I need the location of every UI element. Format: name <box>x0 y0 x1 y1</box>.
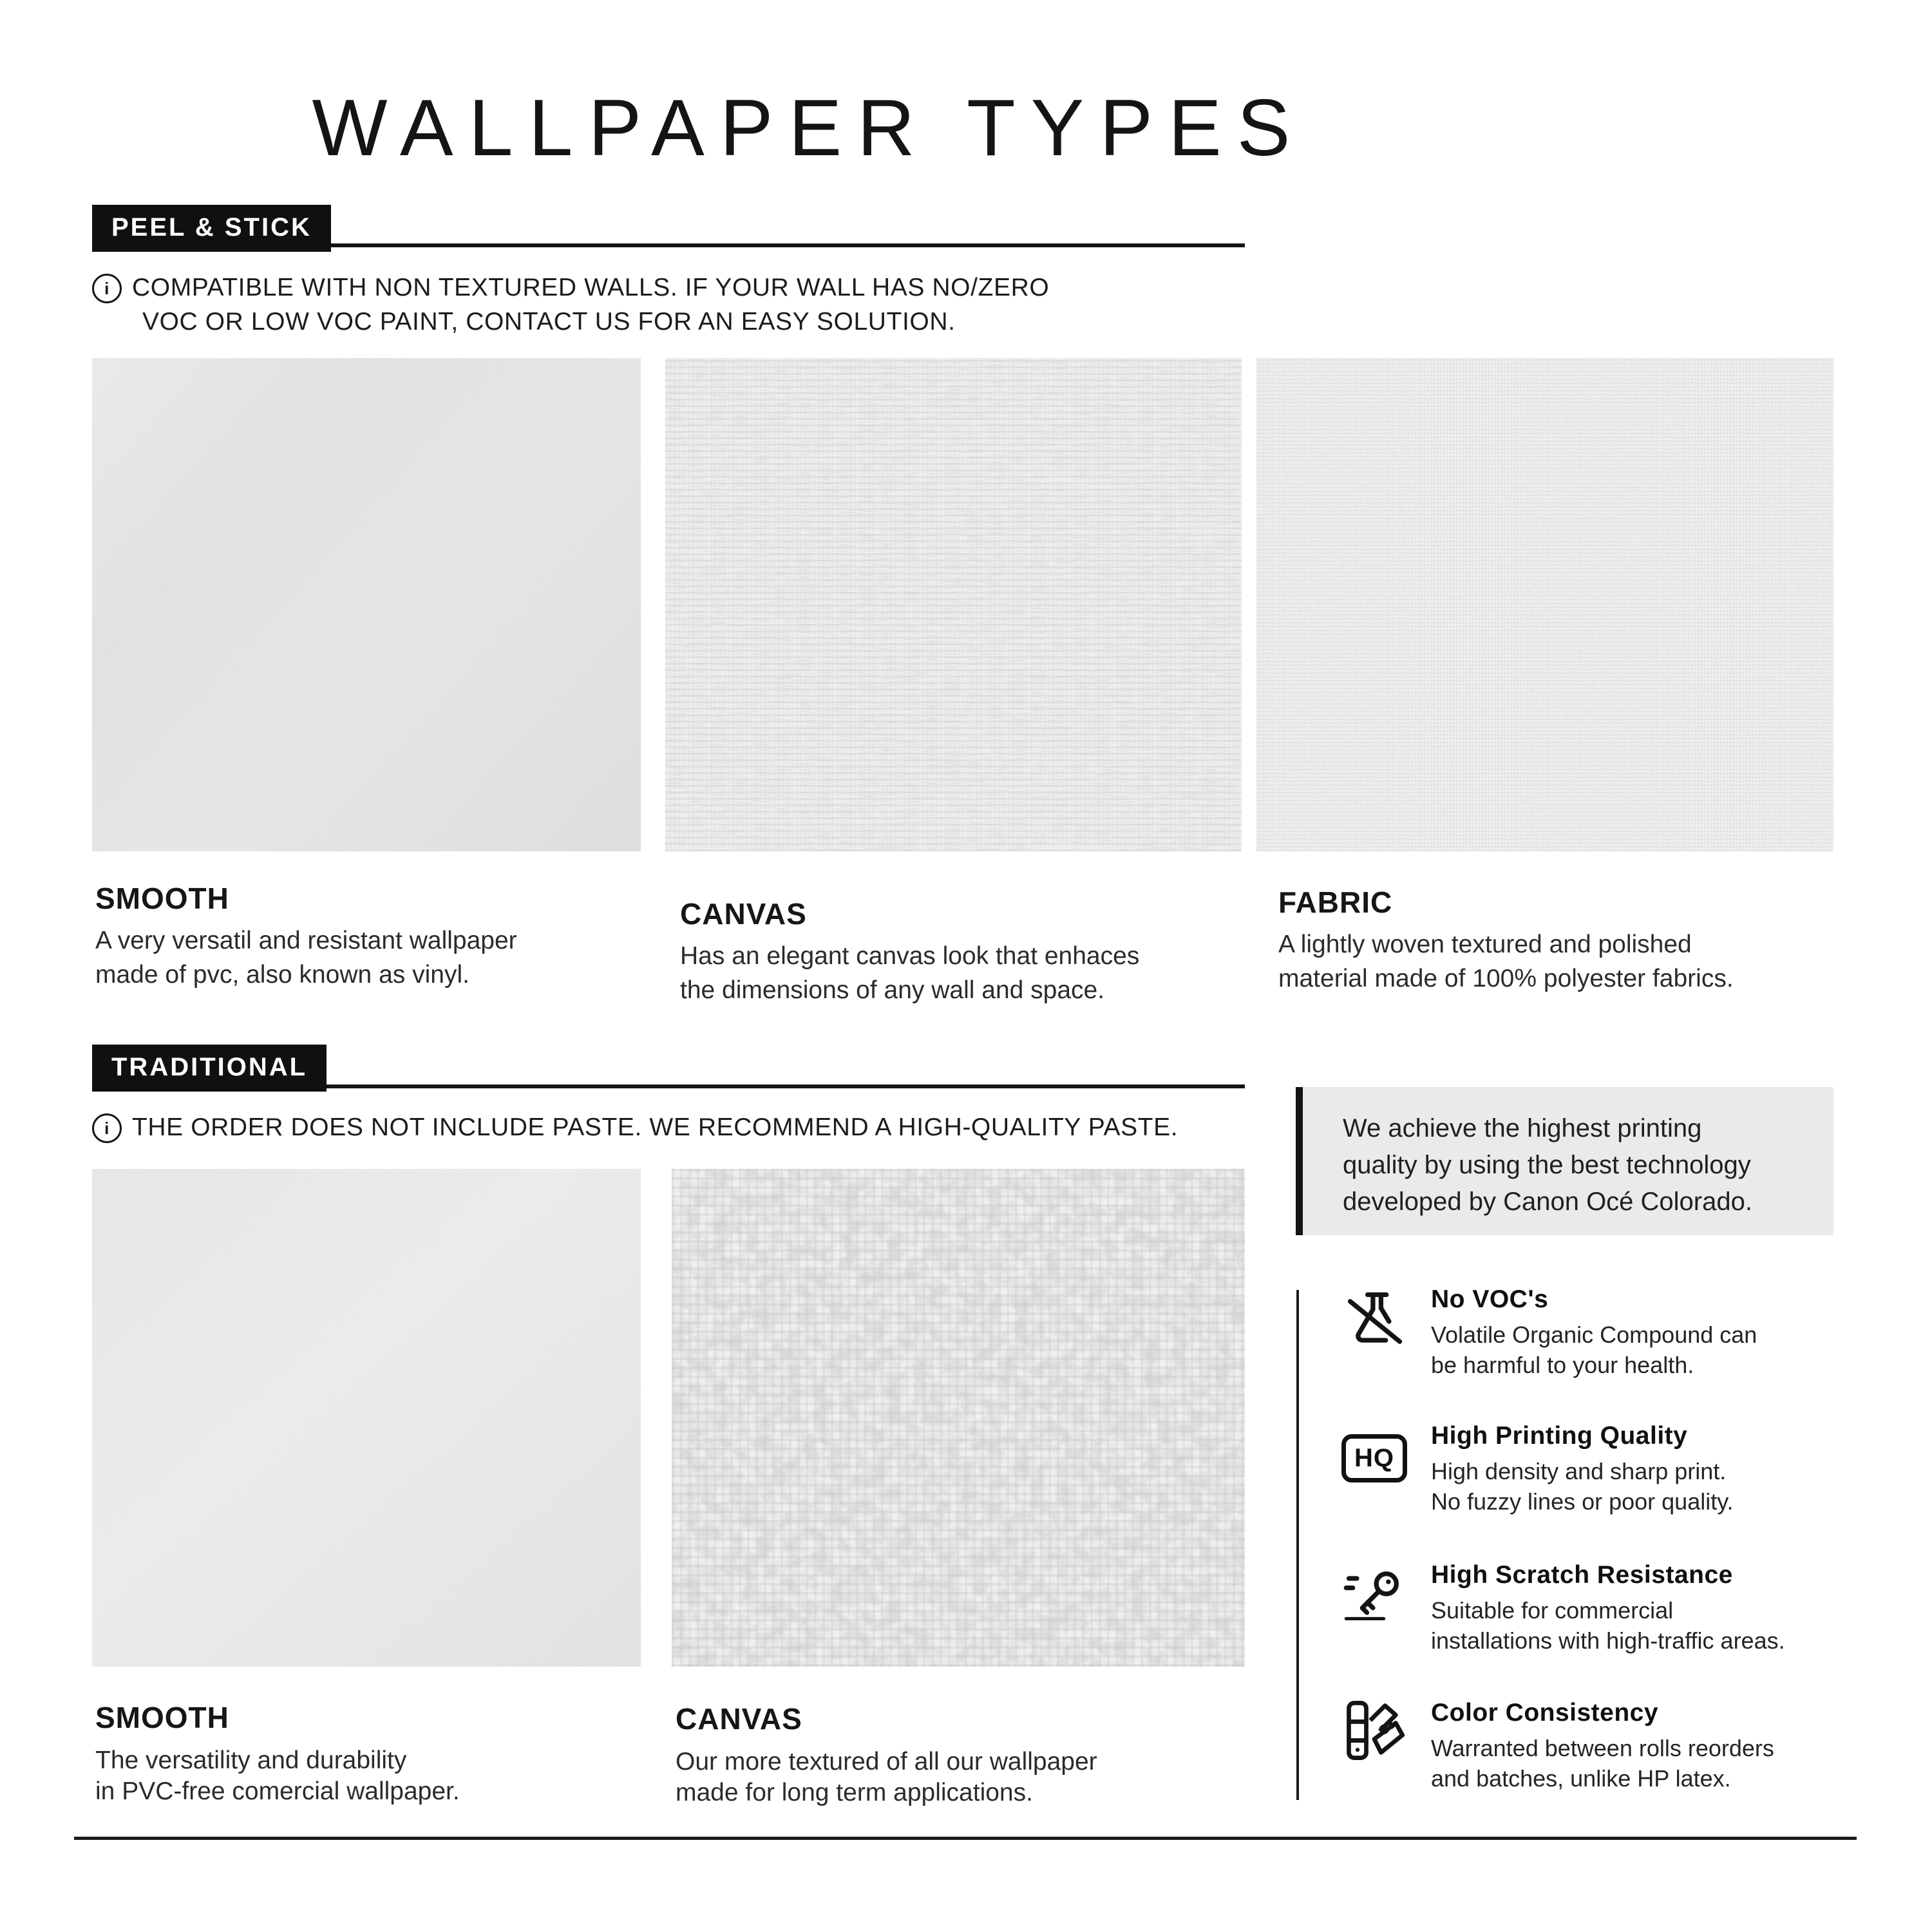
swatch-image-peel-fabric <box>1256 358 1833 851</box>
feature-scratch-resistance <box>1431 1561 1850 1656</box>
feature-title: Color Consistency <box>1431 1699 1659 1727</box>
feature-desc-line: installations with high-traffic areas. <box>1431 1627 1785 1654</box>
feature-color-consistency <box>1431 1699 1850 1794</box>
caption-peel-fabric <box>1278 885 1734 996</box>
info-icon: i <box>92 274 122 303</box>
swatch-title: SMOOTH <box>95 1701 229 1734</box>
hq-badge-text: HQ <box>1354 1443 1394 1472</box>
no-voc-icon <box>1341 1288 1408 1355</box>
feature-desc-line: High density and sharp print. <box>1431 1458 1727 1484</box>
feature-desc-line: Suitable for commercial <box>1431 1597 1674 1624</box>
swatch-desc-line: made of pvc, also known as vinyl. <box>95 961 469 989</box>
peel-note-line2: VOC OR LOW VOC PAINT, CONTACT US FOR AN EASY SOLUTION. <box>142 308 956 336</box>
feature-desc-line: and batches, unlike HP latex. <box>1431 1765 1731 1792</box>
info-icon: i <box>92 1113 122 1143</box>
swatch-title: FABRIC <box>1278 886 1393 919</box>
feature-title: High Scratch Resistance <box>1431 1561 1733 1589</box>
caption-peel-smooth <box>95 881 517 992</box>
swatch-desc-line: Our more textured of all our wallpaper <box>676 1748 1097 1776</box>
swatch-fan-icon <box>1341 1698 1408 1765</box>
features-divider-line <box>1296 1290 1299 1800</box>
swatch-image-peel-canvas <box>665 358 1242 851</box>
swatch-image-traditional-canvas <box>672 1169 1245 1667</box>
swatch-desc-line: material made of 100% polyester fabrics. <box>1278 965 1734 992</box>
traditional-note <box>92 1110 1178 1144</box>
callout-line: We achieve the highest printing <box>1343 1114 1702 1142</box>
key-scratch-icon <box>1341 1561 1408 1628</box>
feature-desc-line: be harmful to your health. <box>1431 1352 1694 1378</box>
swatch-desc-line: made for long term applications. <box>676 1779 1033 1806</box>
feature-title: High Printing Quality <box>1431 1422 1688 1450</box>
peel-stick-note <box>92 270 1049 339</box>
swatch-desc-line: in PVC-free comercial wallpaper. <box>95 1777 460 1805</box>
caption-traditional-canvas <box>676 1701 1097 1808</box>
caption-traditional-smooth <box>95 1700 460 1807</box>
traditional-section-label: TRADITIONAL <box>92 1045 327 1092</box>
swatch-title: SMOOTH <box>95 882 229 915</box>
swatch-title: CANVAS <box>680 897 807 931</box>
feature-desc-line: No fuzzy lines or poor quality. <box>1431 1488 1734 1515</box>
callout-line: quality by using the best technology <box>1343 1151 1751 1179</box>
feature-desc-line: Volatile Organic Compound can <box>1431 1321 1757 1348</box>
swatch-desc-line: the dimensions of any wall and space. <box>680 976 1105 1004</box>
swatch-desc-line: A very versatil and resistant wallpaper <box>95 927 517 954</box>
feature-desc-line: Warranted between rolls reorders <box>1431 1735 1774 1761</box>
swatch-image-peel-smooth <box>92 358 641 851</box>
swatch-desc-line: Has an elegant canvas look that enhaces <box>680 942 1140 970</box>
bottom-rule <box>74 1837 1857 1840</box>
peel-stick-section-label: PEEL & STICK <box>92 205 331 252</box>
feature-high-printing-quality <box>1431 1422 1850 1517</box>
hq-icon <box>1341 1425 1408 1492</box>
swatch-desc-line: A lightly woven textured and polished <box>1278 931 1692 958</box>
printing-quality-callout <box>1296 1087 1833 1235</box>
swatch-desc-line: The versatility and durability <box>95 1747 407 1774</box>
traditional-note-line: THE ORDER DOES NOT INCLUDE PASTE. WE RECOMMEND A HIGH-QUALITY PASTE. <box>132 1113 1179 1141</box>
callout-line: developed by Canon Océ Colorado. <box>1343 1188 1752 1216</box>
swatch-title: CANVAS <box>676 1702 802 1736</box>
feature-no-voc <box>1431 1285 1850 1380</box>
page-title: WALLPAPER TYPES <box>312 84 1306 173</box>
peel-note-line1: COMPATIBLE WITH NON TEXTURED WALLS. IF YOUR WALL HAS NO/ZERO <box>132 274 1050 301</box>
caption-peel-canvas <box>680 896 1139 1007</box>
feature-title: No VOC's <box>1431 1285 1549 1313</box>
swatch-image-traditional-smooth <box>92 1169 641 1667</box>
